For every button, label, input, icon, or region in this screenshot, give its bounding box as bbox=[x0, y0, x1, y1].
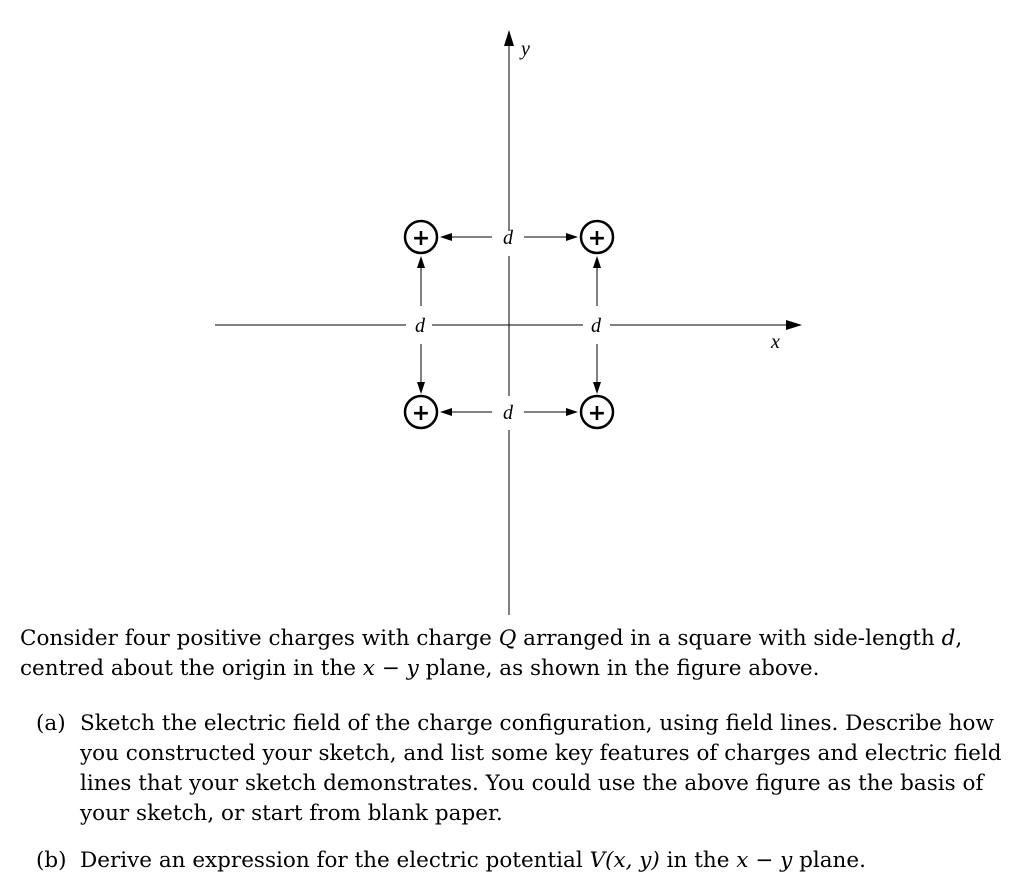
dim-left-label: d bbox=[415, 315, 425, 337]
problem-statement bbox=[20, 624, 1010, 684]
x-axis-arrowhead bbox=[786, 320, 802, 330]
dim-bottom-right-arrowhead bbox=[566, 408, 578, 416]
math-minus-b: − bbox=[748, 848, 781, 873]
math-y-b: y bbox=[780, 848, 793, 873]
charge-bottom-left-symbol: + bbox=[411, 401, 431, 426]
x-axis-label: x bbox=[771, 331, 780, 353]
dim-left-upper-arrowhead bbox=[417, 256, 425, 268]
dim-left-lower-arrowhead bbox=[417, 382, 425, 394]
y-axis-arrowhead bbox=[504, 30, 514, 46]
dim-top-right-arrowhead bbox=[566, 233, 578, 241]
part-b-text-1: Derive an expression for the electric potential bbox=[80, 848, 590, 873]
math-y: y bbox=[406, 656, 419, 681]
math-V: V bbox=[589, 848, 606, 873]
dim-bottom-label: d bbox=[503, 402, 513, 424]
dim-right-lower-arrowhead bbox=[593, 382, 601, 394]
part-a-tag: (a) bbox=[36, 711, 66, 736]
question-part-a bbox=[36, 709, 1006, 829]
question-part-b bbox=[36, 846, 1006, 876]
math-args: (x, y) bbox=[605, 848, 660, 873]
intro-text-4: plane, as shown in the figure above. bbox=[418, 656, 820, 681]
dim-top-label: d bbox=[503, 227, 513, 249]
math-x: x bbox=[362, 656, 375, 681]
charge-bottom-right bbox=[581, 396, 613, 428]
charge-top-left bbox=[405, 221, 437, 253]
part-a-text: Sketch the electric field of the charge configuration, using field lines. Describe how you constructed your sketch, and list some key features of charges and electric field lines that your sketch demonstrates. You could use the above figure as the basis of your sketch, or start from blank paper. bbox=[80, 711, 1002, 826]
math-Q: Q bbox=[498, 626, 517, 651]
math-x-b: x bbox=[736, 848, 749, 873]
intro-text-1: Consider four positive charges with charge bbox=[20, 626, 499, 651]
charge-bottom-right-symbol: + bbox=[587, 401, 607, 426]
part-b-tag: (b) bbox=[36, 848, 67, 873]
part-b-text-3: plane. bbox=[792, 848, 866, 873]
part-b-text bbox=[80, 846, 1006, 876]
part-b-text-2: in the bbox=[659, 848, 737, 873]
charge-top-right bbox=[581, 221, 613, 253]
dim-bottom-left-arrowhead bbox=[440, 408, 452, 416]
math-d: d bbox=[941, 626, 956, 651]
dim-right-label: d bbox=[591, 315, 601, 337]
dim-right-upper-arrowhead bbox=[593, 256, 601, 268]
charge-bottom-left bbox=[405, 396, 437, 428]
dim-top-left-arrowhead bbox=[440, 233, 452, 241]
y-axis-label: y bbox=[521, 38, 530, 60]
intro-text-3: , centred about the origin in the bbox=[20, 626, 963, 681]
intro-text-2: arranged in a square with side-length bbox=[516, 626, 942, 651]
math-minus: − bbox=[374, 656, 407, 681]
charge-top-left-symbol: + bbox=[411, 226, 431, 251]
charge-top-right-symbol: + bbox=[587, 226, 607, 251]
